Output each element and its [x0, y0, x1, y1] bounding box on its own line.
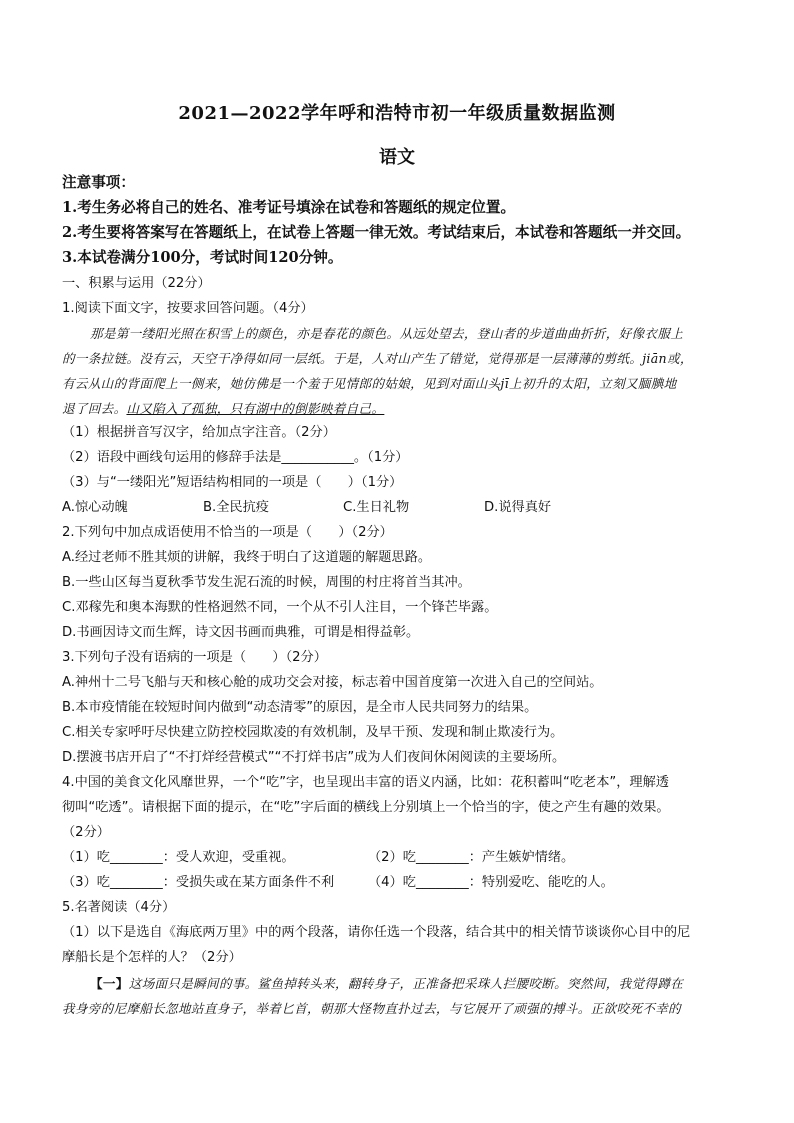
q1-option-c: C.生日礼物	[343, 500, 410, 515]
q5-excerpt-line-2: 我身旁的尼摩船长忽地站直身子，举着匕首，朝那大怪物直扑过去，与它展开了顽强的搏斗。正欲咬死不幸的	[62, 1001, 681, 1016]
q1-option-b: B.全民抗疫	[203, 500, 269, 515]
q1-passage-last-text: 退了回去。	[62, 401, 127, 416]
q3-option-d: D.摆渡书店开启了“不打烊经营模式”“不打烊书店”成为人们夜间休闲阅读的主要场所。	[62, 750, 566, 765]
notice-item-2: 2.考生要将答案写在答题纸上，在试卷上答题一律无效。考试结束后，本试卷和答题纸一并交回。	[62, 224, 691, 241]
q2-option-a: A.经过老师不胜其烦的讲解，我终于明白了这道题的解题思路。	[62, 550, 432, 565]
q4-item-1: （1）吃________：受人欢迎，受重视。	[62, 850, 295, 865]
q4-stem-line-3: （2分）	[62, 825, 110, 840]
q1-sub-2: （2）语段中画线句运用的修辞手法是___________。（1分）	[62, 450, 409, 465]
notice-item-1: 1.考生务必将自己的姓名、准考证号填涂在试卷和答题纸的规定位置。	[62, 199, 516, 216]
q5-sub-line-2: 摩船长是个怎样的人？（2分）	[62, 950, 242, 965]
notice-item-3: 3.本试卷满分100分，考试时间120分钟。	[62, 249, 343, 266]
q5-excerpt-text-1: 这场面只是瞬间的事。鲨鱼掉转头来，翻转身子，正准备把采珠人拦腰咬断。突然间，我觉得蹲在	[128, 976, 684, 991]
exam-title: 2021—2022学年呼和浩特市初一年级质量数据监测	[178, 103, 616, 124]
q4-stem-line-2: 彻叫“吃透”。请根据下面的提示，在“吃”字后面的横线上分别填上一个恰当的字，使之产生有趣的效果。	[62, 800, 670, 815]
section-heading: 一、积累与运用（22分）	[62, 276, 211, 291]
q5-excerpt-line-1	[90, 975, 683, 993]
q5-stem: 5.名著阅读（4分）	[62, 900, 176, 915]
q1-passage-line-4	[62, 400, 384, 418]
q3-option-a: A.神州十二号飞船与天和核心舱的成功交会对接，标志着中国首度第一次进入自己的空间站。	[62, 675, 603, 690]
q1-passage-line-2: 的一条拉链。没有云，天空干净得如同一层纸。于是，人对山产生了错觉，觉得那是一层薄薄的剪纸。jiān或，	[62, 351, 693, 366]
q4-item-3: （3）吃________：受损失或在某方面条件不利	[62, 875, 335, 890]
q1-passage-line-1: 那是第一缕阳光照在积雪上的颜色，亦是春花的颜色。从远处望去，登山者的步道曲曲折折，好像衣服上	[90, 326, 684, 341]
q5-sub-line-1: （1）以下是选自《海底两万里》中的两个段落，请你任选一个段落，结合其中的相关情节谈谈你心目中的尼	[62, 925, 691, 940]
q2-option-b: B.一些山区每当夏秋季节发生泥石流的时候，周围的村庄将首当其冲。	[62, 575, 471, 590]
q2-option-d: D.书画因诗文而生辉，诗文因书画而典雅，可谓是相得益彰。	[62, 625, 420, 640]
q1-underlined-sentence: 山又陷入了孤独，只有湖中的倒影映着自己。	[126, 401, 385, 416]
q4-item-4: （4）吃________：特别爱吃、能吃的人。	[368, 875, 614, 890]
q3-stem: 3.下列句子没有语病的一项是（ ）（2分）	[62, 650, 327, 665]
q1-sub-3: （3）与“一缕阳光”短语结构相同的一项是（ ）（1分）	[62, 475, 403, 490]
q4-stem-line-1: 4.中国的美食文化风靡世界，一个“吃”字，也呈现出丰富的语义内涵，比如：花积蓄叫“吃老本”，理解透	[62, 775, 669, 790]
q1-option-d: D.说得真好	[484, 500, 552, 515]
q1-sub-1: （1）根据拼音写汉字，给加点字注音。（2分）	[62, 425, 336, 440]
notice-heading: 注意事项：	[62, 174, 135, 191]
q5-excerpt-label: 【一】	[90, 976, 129, 991]
q1-option-a: A.惊心动魄	[62, 500, 128, 515]
q1-stem: 1.阅读下面文字，按要求回答问题。（4分）	[62, 301, 314, 316]
subject-title: 语文	[379, 147, 415, 168]
q4-item-2: （2）吃________：产生嫉妒情绪。	[368, 850, 575, 865]
q3-option-c: C.相关专家呼吁尽快建立防控校园欺凌的有效机制，及早干预、发现和制止欺凌行为。	[62, 725, 564, 740]
q3-option-b: B.本市疫情能在较短时间内做到“动态清零”的原因，是全市人民共同努力的结果。	[62, 700, 538, 715]
q2-stem: 2.下列句中加点成语使用不恰当的一项是（ ）（2分）	[62, 525, 393, 540]
q2-option-c: C.邓稼先和奥本海默的性格迥然不同，一个从不引人注目，一个锋芒毕露。	[62, 600, 498, 615]
q1-passage-line-3: 有云从山的背面爬上一侧来，她仿佛是一个羞于见情郎的姑娘，见到对面山头jī上初升的太阳，立刻又腼腆地	[62, 376, 677, 391]
